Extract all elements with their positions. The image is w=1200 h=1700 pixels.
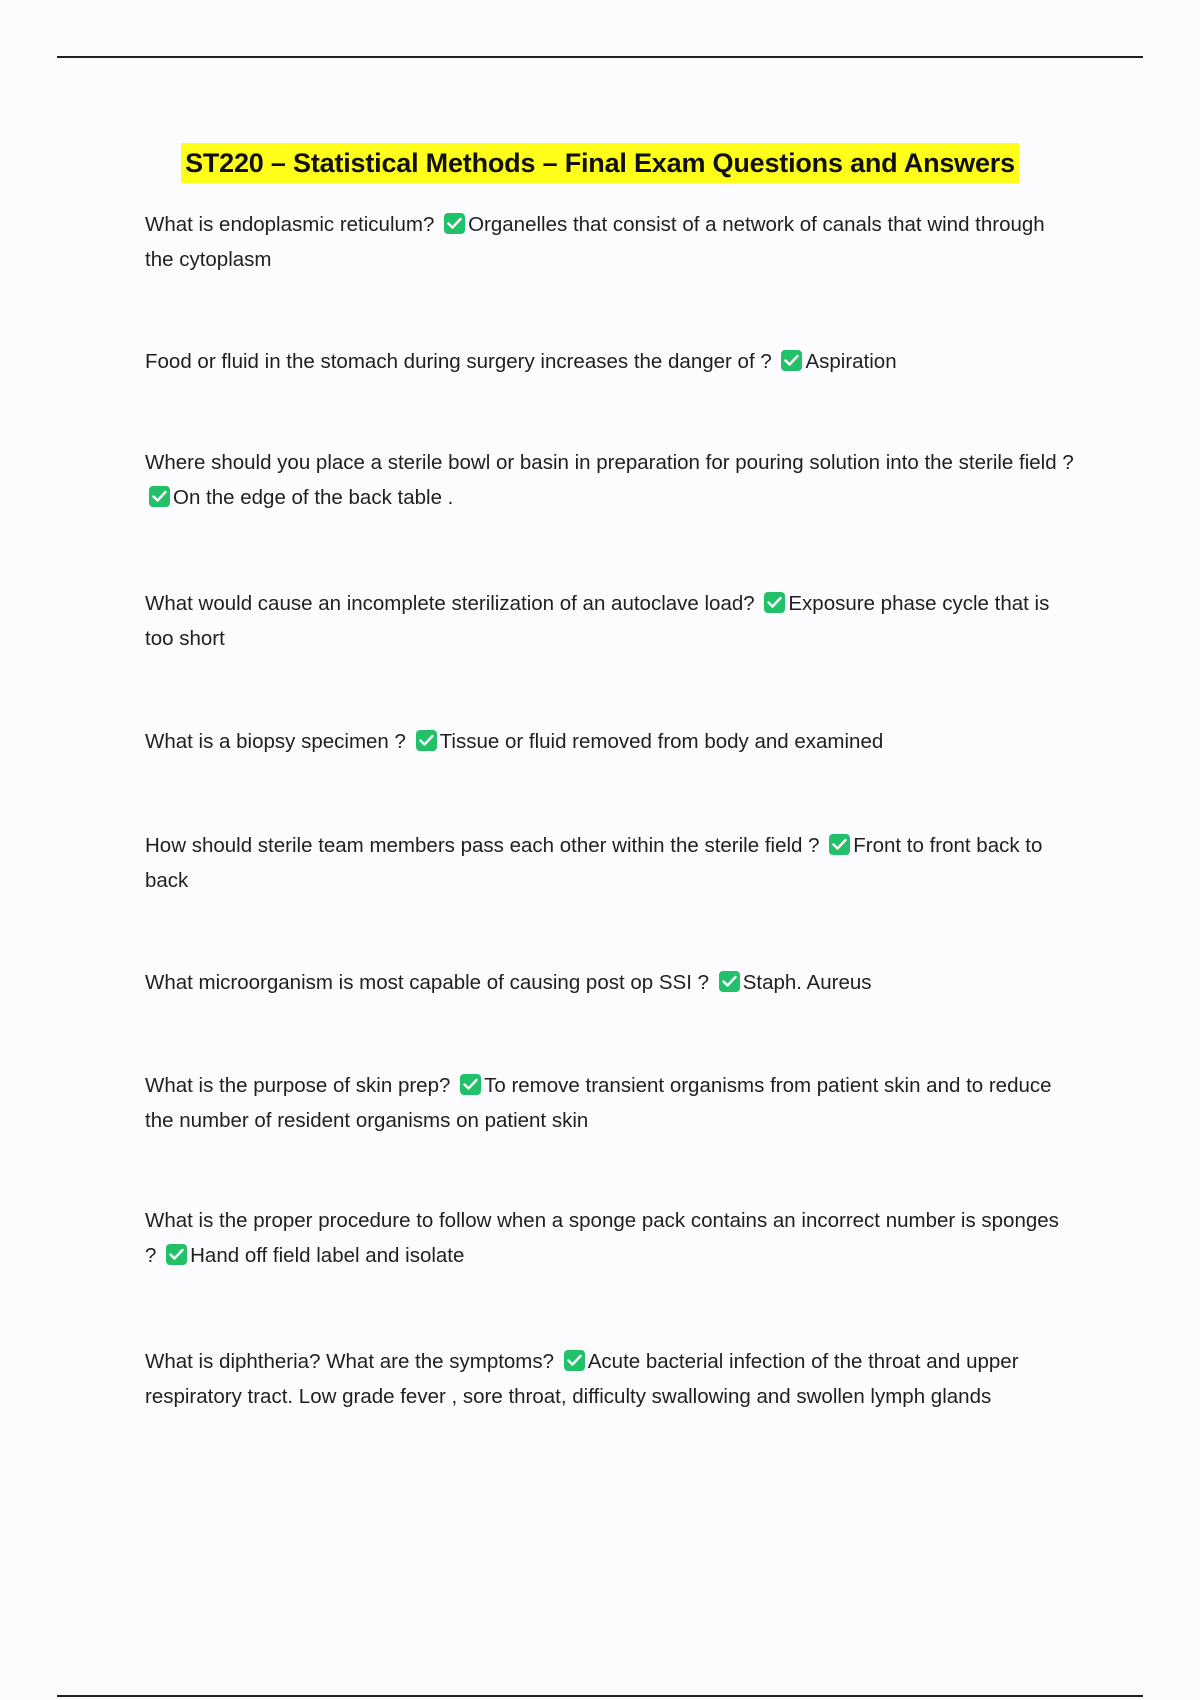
check-mark-icon — [764, 592, 785, 613]
page-title: ST220 – Statistical Methods – Final Exam Questions and Answers — [181, 143, 1019, 183]
question-text: What microorganism is most capable of causing post op SSI ? — [145, 971, 710, 994]
question-text: Food or fluid in the stomach during surgery increases the danger of ? — [145, 350, 772, 373]
question-text: What is the purpose of skin prep? — [145, 1074, 451, 1097]
header-rule — [57, 56, 1143, 58]
check-mark-icon — [719, 971, 740, 992]
check-mark-icon — [781, 350, 802, 371]
question-text: What is diphtheria? What are the symptoms? — [145, 1350, 555, 1373]
answer-text: On the edge of the back table . — [173, 485, 454, 509]
question-text: What is the proper procedure to follow when a sponge pack contains an incorrect number is sponges ? — [145, 1209, 1059, 1267]
footer-rule — [57, 1695, 1143, 1697]
qa-item — [145, 829, 1075, 898]
qa-item — [145, 966, 1075, 1001]
answer-text: Staph. Aureus — [742, 971, 872, 994]
answer-text: Tissue or fluid removed from body and examined — [439, 730, 884, 753]
check-mark-icon — [829, 834, 850, 855]
qa-item — [145, 1069, 1075, 1138]
question-text: What would cause an incomplete sterilization of an autoclave load? — [145, 592, 755, 615]
check-mark-icon — [166, 1244, 187, 1265]
qa-item — [145, 345, 1075, 380]
question-text: Where should you place a sterile bowl or basin in preparation for pouring solution into the sterile field ? — [145, 451, 1074, 474]
check-mark-icon — [564, 1350, 585, 1371]
question-text: What is a biopsy specimen ? — [145, 730, 406, 753]
qa-item — [145, 1204, 1075, 1273]
question-text: How should sterile team members pass each other within the sterile field ? — [145, 834, 820, 857]
qa-item — [145, 446, 1075, 515]
qa-item — [145, 587, 1075, 656]
check-mark-icon — [149, 486, 170, 507]
qa-item — [145, 208, 1075, 277]
answer-text: Organelles that consist of a network of canals that wind through the cytoplasm — [145, 213, 1045, 271]
answer-text: Hand off field label and isolate — [190, 1243, 465, 1267]
check-mark-icon — [416, 730, 437, 751]
qa-item — [145, 1345, 1075, 1414]
answer-text: Acute bacterial infection of the throat and upper respiratory tract. Low grade fever , sore throat, difficulty swallowing and swollen lymph glands — [145, 1350, 1019, 1408]
answer-text: Front to front back to back — [145, 834, 1043, 892]
question-text: What is endoplasmic reticulum? — [145, 213, 435, 236]
answer-text: Aspiration — [805, 350, 897, 373]
answer-text: Exposure phase cycle that is too short — [145, 592, 1050, 650]
qa-item — [145, 725, 1075, 760]
check-mark-icon — [460, 1074, 481, 1095]
check-mark-icon — [444, 213, 465, 234]
title-block — [0, 143, 1200, 183]
answer-text: To remove transient organisms from patient skin and to reduce the number of resident organisms on patient skin — [145, 1074, 1052, 1132]
